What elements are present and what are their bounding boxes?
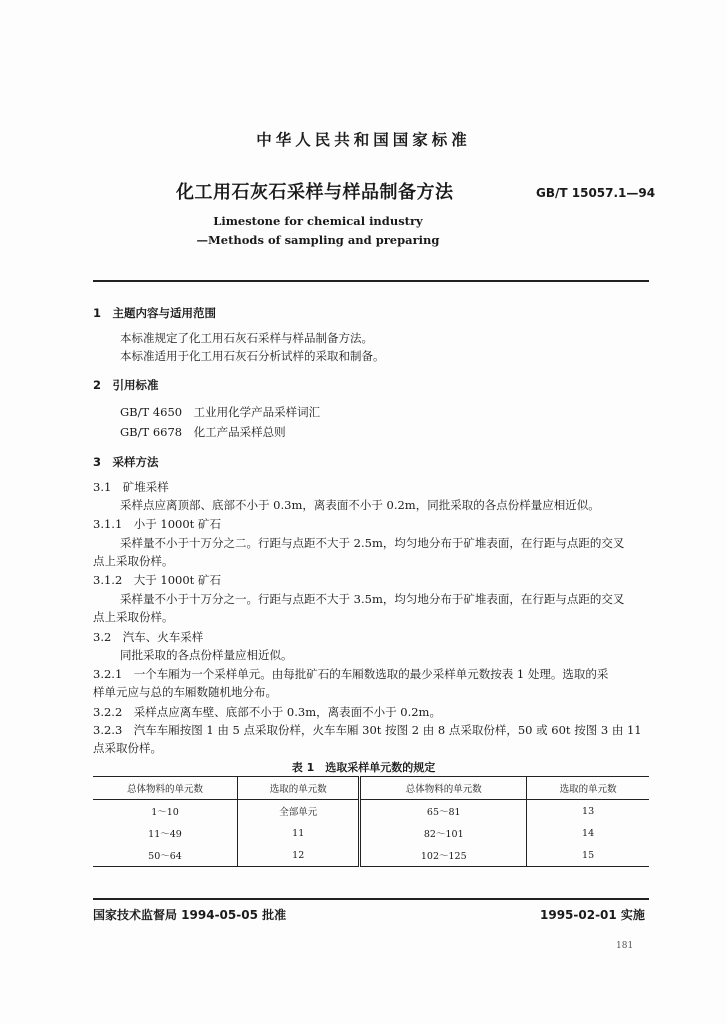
body-paragraph: 3.2.3 汽车车厢按图 1 由 5 点采取份样，火车车厢 30t 按图 2 由 8 点采取份样，50 或 60t 按图 3 由 11 bbox=[93, 723, 642, 737]
body-paragraph: GB/T 4650 工业用化学产品采样词汇 bbox=[120, 405, 321, 419]
body-paragraph: 3.1.1 小于 1000t 矿石 bbox=[93, 517, 221, 531]
body-paragraph: 3.2.1 一个车厢为一个采样单元。由每批矿石的车厢数选取的最少采样单元数按表 1 处理。选取的采 bbox=[93, 667, 609, 681]
table-cell: 11～49 bbox=[93, 822, 238, 844]
section-heading: 2 引用标准 bbox=[93, 378, 159, 392]
national-standard-label: 中华人民共和国国家标准 bbox=[256, 131, 471, 149]
body-paragraph: 采样量不小于十万分之二。行距与点距不大于 2.5m，均匀地分布于矿堆表面，在行距与点距的交叉 bbox=[120, 536, 625, 550]
body-paragraph: 点上采取份样。 bbox=[93, 554, 174, 568]
table-row bbox=[93, 800, 649, 823]
table-header-cell: 总体物料的单元数 bbox=[360, 777, 527, 800]
body-paragraph: 采样量不小于十万分之一。行距与点距不大于 3.5m，均匀地分布于矿堆表面，在行距与点距的交叉 bbox=[120, 592, 625, 606]
approval-date: 国家技术监督局 1994-05-05 批准 bbox=[93, 908, 287, 922]
table-cell: 12 bbox=[238, 844, 360, 867]
table-cell: 14 bbox=[582, 827, 595, 839]
page-number: 181 bbox=[616, 941, 634, 951]
body-paragraph: 点采取份样。 bbox=[93, 741, 162, 755]
body-paragraph: 3.1 矿堆采样 bbox=[93, 480, 169, 494]
table-cell: 全部单元 bbox=[238, 800, 360, 823]
body-paragraph: 采样点应离顶部、底部不小于 0.3m，离表面不小于 0.2m，同批采取的各点份样量应相近似。 bbox=[120, 498, 600, 512]
body-paragraph: 3.2.2 采样点应离车壁、底部不小于 0.3m，离表面不小于 0.2m。 bbox=[93, 705, 441, 719]
body-paragraph: 3.2 汽车、火车采样 bbox=[93, 630, 204, 644]
table-header-row bbox=[93, 777, 649, 800]
english-title-line2: —Methods of sampling and preparing bbox=[196, 233, 440, 247]
english-title-line1: Limestone for chemical industry bbox=[213, 214, 423, 228]
table-cell: 65～81 bbox=[360, 800, 527, 823]
table-header-cell: 总体物料的单元数 bbox=[93, 777, 238, 800]
header-divider bbox=[93, 280, 649, 282]
document-title: 化工用石灰石采样与样品制备方法 bbox=[176, 182, 454, 203]
sampling-units-table bbox=[93, 776, 649, 867]
section-heading: 1 主题内容与适用范围 bbox=[93, 306, 217, 320]
table-header-cell: 选取的单元数 bbox=[238, 777, 360, 800]
body-paragraph: 样单元应与总的车厢数随机地分布。 bbox=[93, 685, 277, 699]
effective-date: 1995-02-01 实施 bbox=[540, 908, 645, 922]
footer-divider bbox=[93, 898, 649, 900]
body-paragraph: 同批采取的各点份样量应相近似。 bbox=[120, 648, 293, 662]
table-row bbox=[93, 822, 649, 844]
table-cell: 15 bbox=[582, 849, 595, 861]
body-paragraph: GB/T 6678 化工产品采样总则 bbox=[120, 425, 286, 439]
table-caption: 表 1 选取采样单元数的规定 bbox=[291, 761, 436, 774]
table-cell: 102～125 bbox=[360, 844, 527, 867]
body-paragraph: 本标准适用于化工用石灰石分析试样的采取和制备。 bbox=[120, 349, 385, 363]
table-header-cell: 选取的单元数 bbox=[559, 784, 617, 795]
table-cell: 1～10 bbox=[93, 800, 238, 823]
body-paragraph: 本标准规定了化工用石灰石采样与样品制备方法。 bbox=[120, 331, 373, 345]
table-cell: 13 bbox=[582, 805, 595, 817]
section-heading: 3 采样方法 bbox=[93, 455, 159, 469]
standard-code: GB/T 15057.1—94 bbox=[536, 186, 656, 200]
table-cell: 82～101 bbox=[360, 822, 527, 844]
body-paragraph: 3.1.2 大于 1000t 矿石 bbox=[93, 573, 221, 587]
table-cell: 50～64 bbox=[93, 844, 238, 867]
table-row bbox=[93, 844, 649, 867]
table-cell: 11 bbox=[238, 822, 360, 844]
body-paragraph: 点上采取份样。 bbox=[93, 610, 174, 624]
